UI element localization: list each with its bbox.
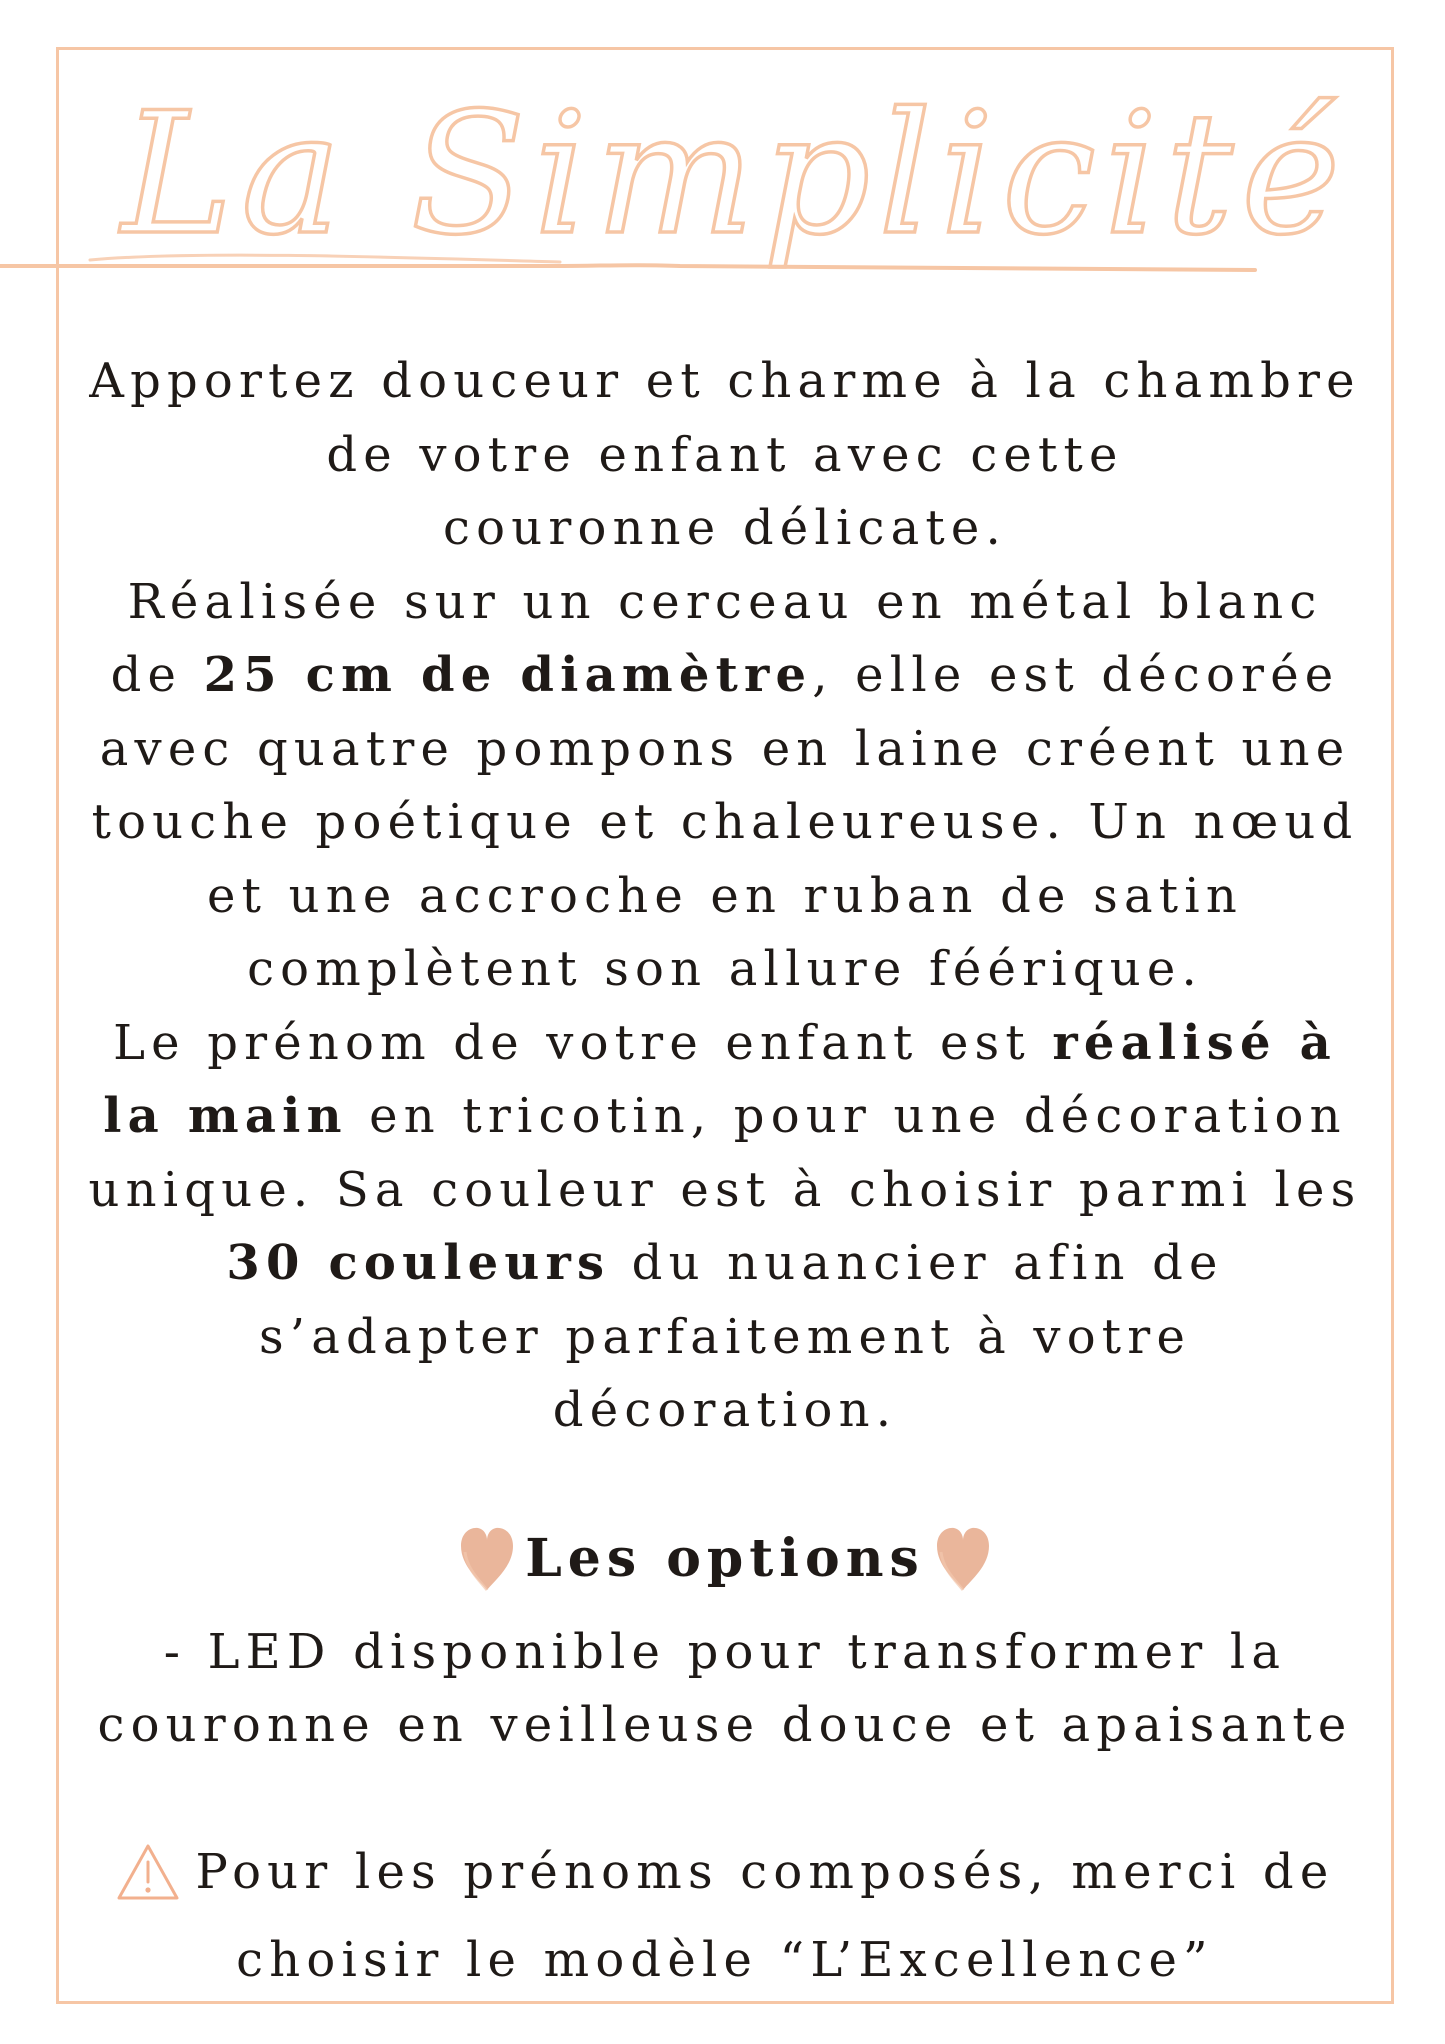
hoop-line-2 <box>80 639 1370 713</box>
hoop-line-1: Réalisée sur un cerceau en métal blanc <box>127 573 1323 630</box>
page-title: La Simplicité <box>121 76 1349 272</box>
heart-icon <box>933 1524 993 1594</box>
hoop-line-5: et une accroche en ruban de satin <box>207 867 1243 924</box>
warning-line-2: choisir le modèle “L’Excellence” <box>236 1931 1214 1988</box>
title-block <box>0 60 1445 300</box>
title-svg <box>0 60 1445 300</box>
hoop-line-3: avec quatre pompons en laine créent une <box>99 720 1351 777</box>
name-line-3: unique. Sa couleur est à choisir parmi les <box>88 1161 1362 1218</box>
hoop-line-2-prefix: de <box>110 647 204 703</box>
led-option-line-2: couronne en veilleuse douce et apaisante <box>97 1697 1353 1753</box>
section-spacer <box>80 1763 1370 1836</box>
hoop-line-2-suffix: , elle est décorée <box>812 647 1340 703</box>
colors-highlight: 30 couleurs <box>226 1235 611 1291</box>
name-line-1-prefix: Le prénom de votre enfant est <box>113 1014 1053 1071</box>
warning-line-1: Pour les prénoms composés, merci de <box>195 1843 1335 1900</box>
name-line-2-suffix: en tricotin, pour une décoration <box>347 1088 1347 1144</box>
handmade-highlight-1: réalisé à <box>1052 1014 1337 1071</box>
intro-line-2: de votre enfant avec cette <box>326 426 1124 483</box>
name-line-2 <box>80 1080 1370 1154</box>
hoop-line-4: touche poétique et chaleureuse. Un nœud <box>91 794 1359 850</box>
intro-line-3: couronne délicate. <box>443 500 1007 556</box>
diameter-highlight: 25 cm de diamètre <box>203 647 813 703</box>
section-spacer <box>80 1448 1370 1521</box>
name-line-4 <box>80 1227 1370 1301</box>
name-line-1 <box>80 1007 1370 1081</box>
heart-icon <box>457 1524 517 1594</box>
hoop-line-6: complètent son allure féérique. <box>247 941 1203 997</box>
led-option-line-1: - LED disponible pour transformer la <box>163 1623 1287 1680</box>
warning-line-1-row <box>80 1836 1370 1924</box>
name-line-5: s’adapter parfaitement à votre <box>258 1308 1192 1365</box>
warning-line-wrap <box>116 1836 1335 1910</box>
warning-triangle-icon <box>116 1842 180 1902</box>
description-block <box>80 345 1370 1997</box>
options-heading <box>457 1521 993 1597</box>
handmade-highlight-2: la main <box>103 1088 348 1144</box>
intro-line-1: Apportez douceur et charme à la chambre <box>89 353 1361 409</box>
name-line-6: décoration. <box>552 1382 898 1438</box>
options-heading-row <box>80 1521 1370 1616</box>
name-line-4-suffix: du nuancier afin de <box>610 1235 1224 1291</box>
options-heading-label: Les options <box>525 1527 925 1589</box>
